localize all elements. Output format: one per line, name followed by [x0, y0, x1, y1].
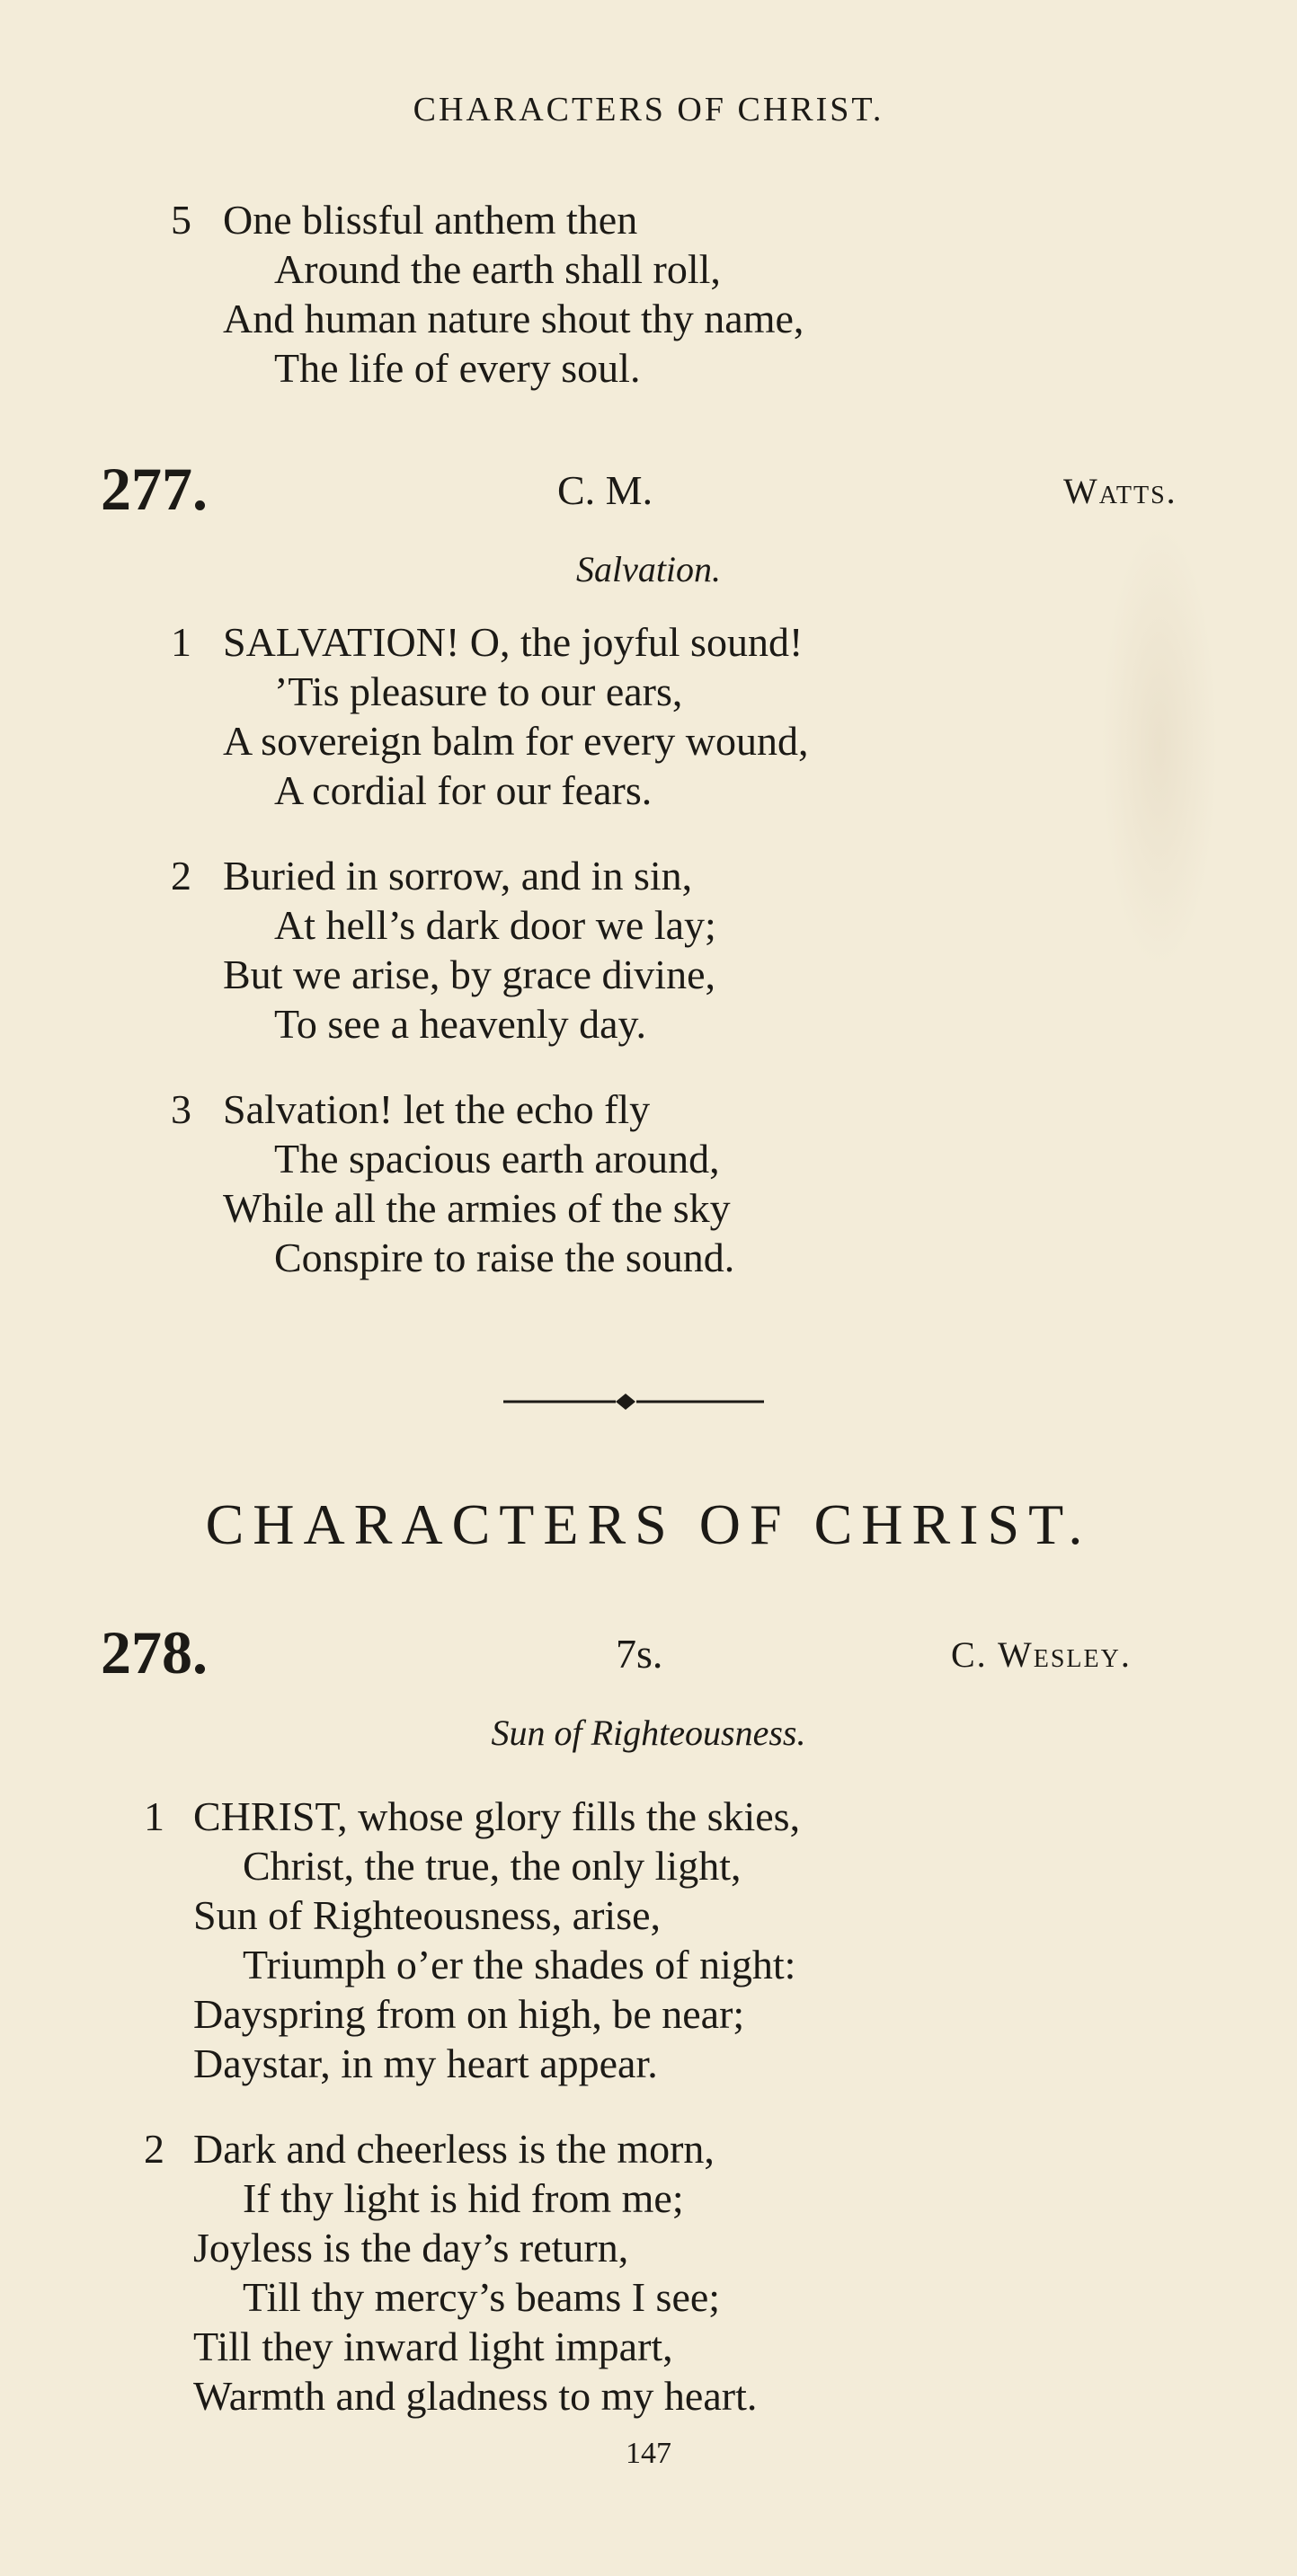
hymn-meter: 7s.: [616, 1631, 663, 1677]
hymn-number: 277.: [101, 455, 208, 523]
hymn-278-header: [0, 1617, 1297, 1689]
stanza-number: 2: [171, 853, 191, 899]
verse-line: Joyless is the day’s return,: [193, 2225, 629, 2271]
verse-line: To see a heavenly day.: [274, 1001, 646, 1047]
hymn-277-subtitle: Salvation.: [575, 549, 722, 589]
verse-line: Christ, the true, the only light,: [243, 1843, 742, 1889]
hymn-number: 278.: [101, 1618, 208, 1686]
stanza-number: 1: [171, 619, 191, 665]
verse-line: Dark and cheerless is the morn,: [193, 2126, 715, 2172]
verse-line: Daystar, in my heart appear.: [193, 2040, 658, 2086]
verse-line: Warmth and gladness to my heart.: [193, 2373, 758, 2419]
verse-line: A sovereign balm for every wound,: [223, 718, 809, 764]
verse-line: The spacious earth around,: [274, 1136, 720, 1182]
verse-line: Till they inward light impart,: [193, 2324, 673, 2369]
hymn-author: C. Wesley.: [951, 1634, 1132, 1675]
verse-line: Dayspring from on high, be near;: [193, 1991, 745, 2037]
page-number: 147: [626, 2437, 671, 2470]
hymn-author: Watts.: [1063, 471, 1177, 511]
running-head: CHARACTERS OF CHRIST.: [413, 91, 884, 128]
stanza-number: 2: [144, 2126, 164, 2172]
verse-line: While all the armies of the sky: [223, 1185, 731, 1231]
verse-line: Buried in sorrow, and in sin,: [223, 853, 693, 899]
stanza-number: 1: [144, 1793, 164, 1839]
verse-line: Triumph o’er the shades of night:: [243, 1942, 796, 1987]
hymn-278-subtitle: Sun of Righteousness.: [491, 1713, 806, 1753]
stanza-number: 5: [171, 197, 191, 243]
verse-line: SALVATION! O, the joyful sound!: [223, 619, 804, 665]
verse-line: Conspire to raise the sound.: [274, 1235, 735, 1280]
verse-line: The life of every soul.: [274, 345, 641, 391]
stanza-number: 3: [171, 1086, 191, 1132]
verse-line: A cordial for our fears.: [274, 767, 653, 813]
verse-line: At hell’s dark door we lay;: [274, 902, 716, 948]
verse-line: Sun of Righteousness, arise,: [193, 1892, 662, 1938]
hymn-meter: C. M.: [557, 467, 653, 513]
verse-line: And human nature shout thy name,: [223, 296, 804, 341]
verse-line: Till thy mercy’s beams I see;: [243, 2274, 721, 2320]
hymn-277-header: [0, 454, 1297, 526]
verse-line: ’Tis pleasure to our ears,: [274, 668, 683, 714]
verse-line: If thy light is hid from me;: [243, 2175, 684, 2221]
verse-line: Around the earth shall roll,: [274, 246, 721, 292]
verse-line: One blissful anthem then: [223, 197, 638, 243]
verse-line: Salvation! let the echo fly: [223, 1086, 651, 1132]
ornamental-rule: [503, 1388, 764, 1415]
verse-line: But we arise, by grace divine,: [223, 952, 715, 997]
section-title: CHARACTERS OF CHRIST.: [205, 1492, 1092, 1556]
verse-line: CHRIST, whose glory fills the skies,: [193, 1793, 801, 1839]
